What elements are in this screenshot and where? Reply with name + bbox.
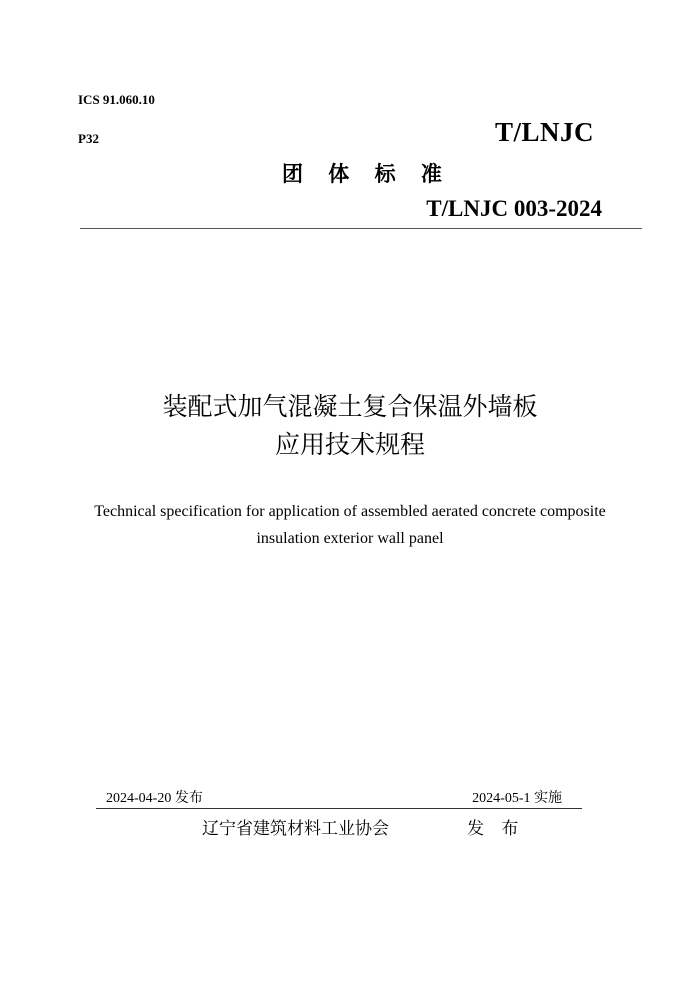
ics-number: ICS 91.060.10 [78, 92, 155, 107]
title-cn-line1: 装配式加气混凝土复合保温外墙板 [162, 392, 538, 421]
standard-type: 团 体 标 准 [282, 162, 451, 186]
classification-code: P32 [78, 131, 99, 146]
title-en-line1: Technical specification for application of assembled aerated concrete composite [94, 503, 606, 520]
standard-brand: T/LNJC [494, 117, 594, 147]
issue-date: 2024-04-20 发布 [106, 791, 203, 806]
implementation-date: 2024-05-1 实施 [472, 791, 562, 806]
footer-divider [96, 808, 582, 809]
standard-code: T/LNJC 003-2024 [426, 196, 602, 221]
title-en-line2: insulation exterior wall panel [256, 530, 444, 547]
publisher-name: 辽宁省建筑材料工业协会 [202, 819, 389, 839]
header-divider [80, 228, 642, 229]
publish-word: 发 布 [467, 819, 525, 839]
title-cn-line2: 应用技术规程 [274, 430, 425, 459]
